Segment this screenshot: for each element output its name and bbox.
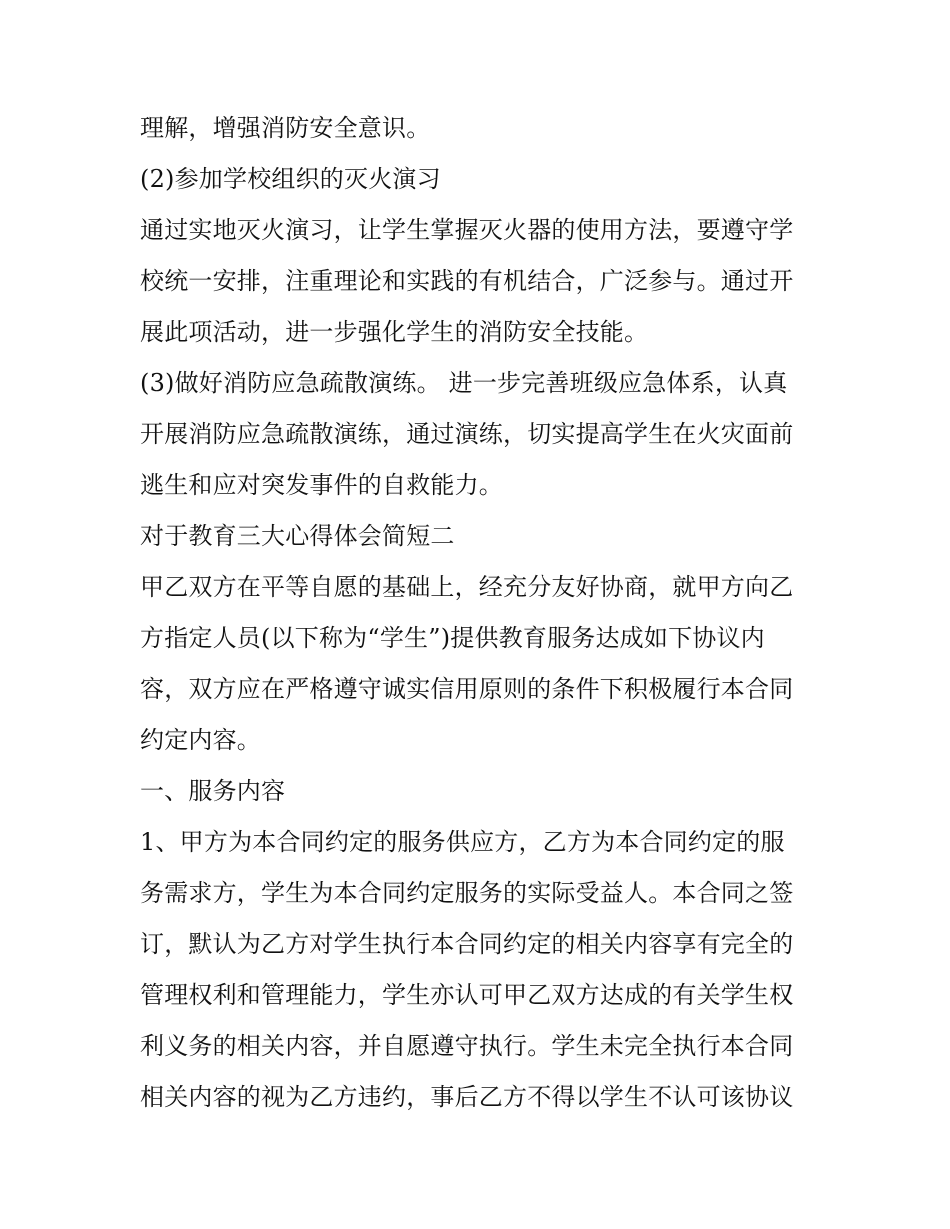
document-body [140,103,820,1123]
text-line: 校统一安排，注重理论和实践的有机结合，广泛参与。通过开 [140,267,794,295]
text-line: 订，默认为乙方对学生执行本合同约定的相关内容享有完全的 [140,930,794,958]
section-title: 对于教育三大心得体会简短二 [140,522,455,550]
text-line: 展此项活动，进一步强化学生的消防安全技能。 [140,318,649,346]
section-heading-fire-drill: (2)参加学校组织的灭火演习 [140,165,441,193]
section-heading-service-content: 一、服务内容 [140,777,286,805]
text-line: 务需求方，学生为本合同约定服务的实际受益人。本合同之签 [140,879,794,907]
text-line: 约定内容。 [140,726,261,754]
text-line: 理解，增强消防安全意识。 [140,114,431,142]
text-line: 逃生和应对突发事件的自救能力。 [140,471,503,499]
text-line: 容，双方应在严格遵守诚实信用原则的条件下积极履行本合同 [140,675,794,703]
text-line: 相关内容的视为乙方违约，事后乙方不得以学生不认可该协议 [140,1083,794,1111]
text-line: 利义务的相关内容，并自愿遵守执行。学生未完全执行本合同 [140,1032,794,1060]
text-line: 管理权利和管理能力，学生亦认可甲乙双方达成的有关学生权 [140,981,794,1009]
text-line: 通过实地灭火演习，让学生掌握灭火器的使用方法，要遵守学 [140,216,794,244]
text-line: 1、甲方为本合同约定的服务供应方，乙方为本合同约定的服 [140,828,785,856]
text-line: 方指定人员(以下称为“学生”)提供教育服务达成如下协议内 [140,624,765,652]
text-line: (3)做好消防应急疏散演练。 进一步完善班级应急体系，认真 [140,369,788,397]
text-line: 开展消防应急疏散演练，通过演练，切实提高学生在火灾面前 [140,420,794,448]
text-line: 甲乙双方在平等自愿的基础上，经充分友好协商，就甲方向乙 [140,573,794,601]
